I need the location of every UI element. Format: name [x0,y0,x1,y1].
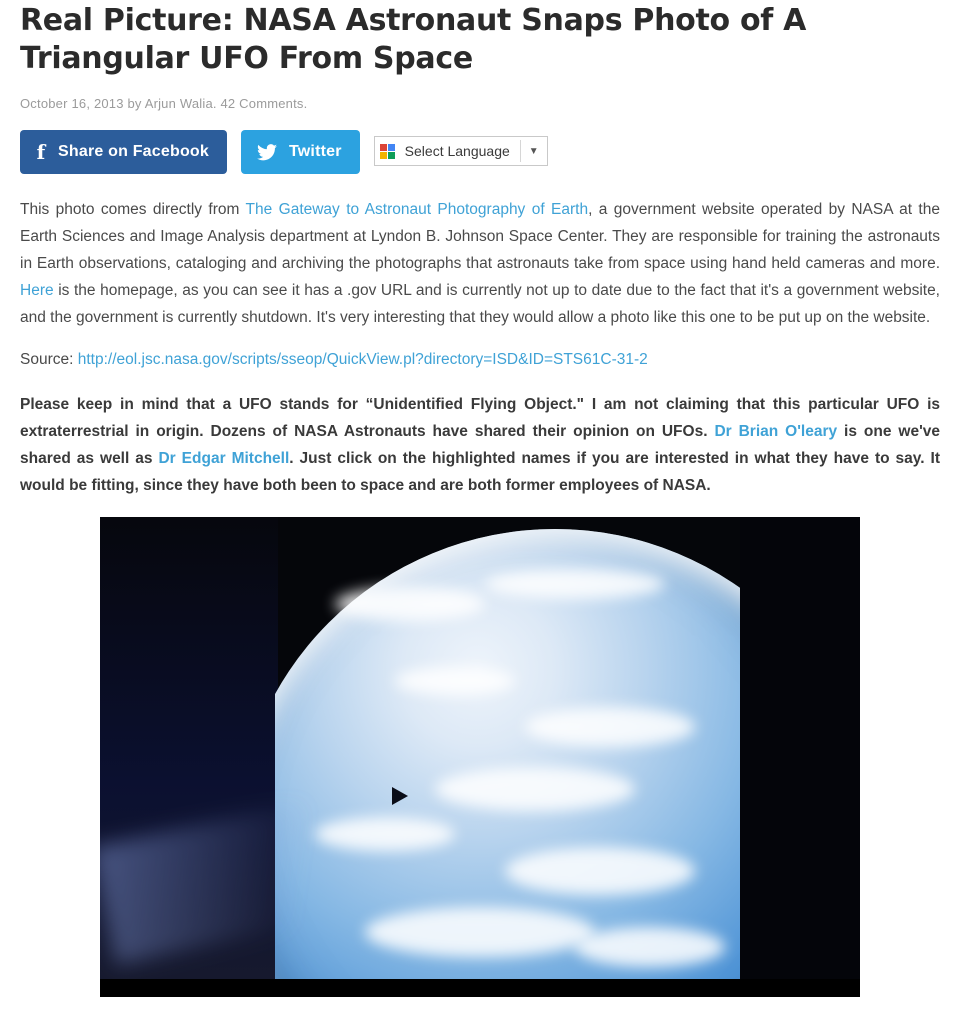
link-dr-brian-oleary[interactable]: Dr Brian O'leary [714,423,838,440]
link-here[interactable]: Here [20,282,54,299]
article-paragraph-2 [20,391,940,499]
source-url-link[interactable]: http://eol.jsc.nasa.gov/scripts/sseop/QuickView.pl?directory=ISD&ID=STS61C-31-2 [77,351,648,368]
cloud [505,847,695,895]
photo-bottom-bar [100,979,860,997]
share-row [20,130,940,174]
cloud [335,587,485,621]
article-meta: October 16, 2013 by Arjun Walia. 42 Comments. [20,96,308,111]
link-gateway-astronaut-photography[interactable]: The Gateway to Astronaut Photography of Earth [245,201,589,218]
paragraph-1-text-a: This photo comes directly from [20,201,246,218]
share-on-twitter-label: Twitter [289,143,342,160]
twitter-bird-icon [257,144,277,161]
article-paragraph-1 [20,196,940,331]
cloud [395,667,515,695]
select-language-label: Select Language [404,143,510,159]
facebook-icon: f [36,140,46,164]
paragraph-1-text-c: is the homepage, as you can see it has a .gov URL and is currently not up to date due to the fact that it's a government website, and the government is currently shutdown. It's very interesting that they would allow a photo like this one to be put up on the website. [20,282,940,326]
source-label: Source: [20,351,78,368]
chevron-down-icon: ▼ [528,145,539,157]
triangular-ufo-object [392,787,408,805]
paragraph-2-text-b: is one we've shared as well as [20,423,940,467]
paragraph-1-text-b: , a government website operated by NASA at the Earth Sciences and Image Analysis department at Lyndon B. Johnson Space Center. They are responsible for training the astronauts in Earth observations, cataloging and archiving the photographs that astronauts take from space using hand held cameras and more. [20,201,940,272]
earth-view [275,517,745,997]
article-source-line [20,347,940,373]
cloud [365,907,595,957]
google-translate-icon [375,137,401,165]
article-photo [100,517,860,997]
paragraph-2-text-c: . Just click on the highlighted names if you are interested in what they have to say. It would be fitting, since they have both been to space and are both former employees of NASA. [20,450,941,494]
cloud [525,707,695,747]
share-on-twitter-button[interactable] [241,130,360,174]
share-on-facebook-button[interactable] [20,130,227,174]
cloud [435,767,635,811]
paragraph-2-text-a: Please keep in mind that a UFO stands for “Unidentified Flying Object." I am not claiming that this particular UFO is extraterrestrial in origin. Dozens of NASA Astronauts have shared their opinion on UFOs. [20,396,940,440]
share-on-facebook-label: Share on Facebook [58,143,209,160]
cloud [485,569,665,599]
link-dr-edgar-mitchell[interactable]: Dr Edgar Mitchell [158,450,290,467]
photo-space-right [740,517,860,997]
select-language-dropdown[interactable] [374,136,548,166]
page-title: Real Picture: NASA Astronaut Snaps Photo of A Triangular UFO From Space [20,3,807,76]
cloud [575,927,725,967]
